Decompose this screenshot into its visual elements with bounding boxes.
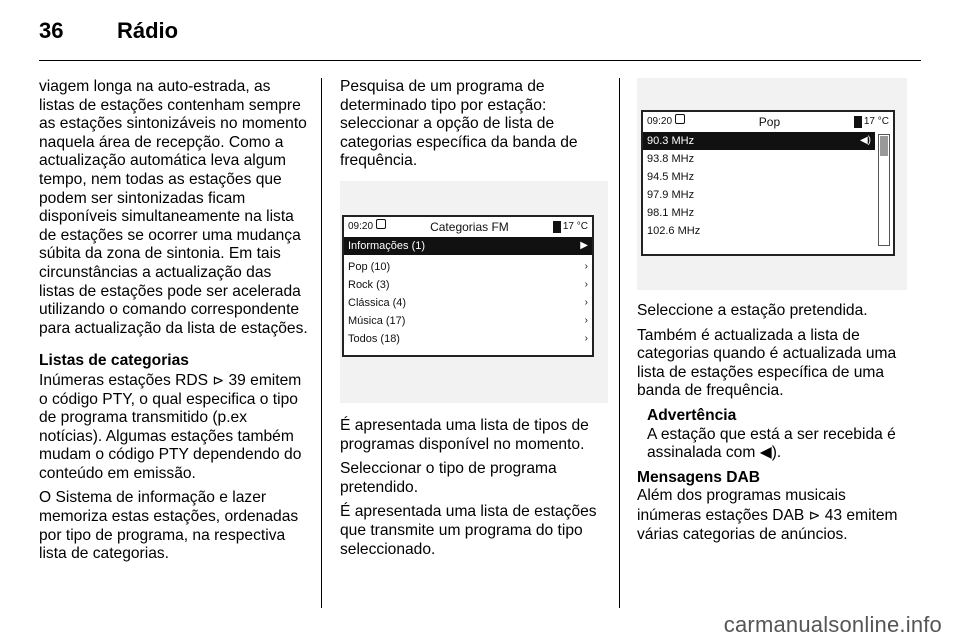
fuel-icon [553,221,561,233]
page-number: 36 [39,18,64,43]
list-item[interactable]: 94.5 MHz [647,170,695,183]
screen-status-bar: 09:20 Pop 17 °C [643,112,893,132]
list-item[interactable]: Pop (10) › [344,258,592,276]
paragraph-station-lists: viagem longa na auto-estrada, as listas de estações contenham sempre as estações sintonizáveis no momento naquela área de recepção. Como a actualização automática leva algum tempo, nem todas as estações que podem ser sintonizadas ficam disponíveis simultaneamente na lista de estações se ocorrer uma mudança súbita da zona de sintonia. Em tais circunstâncias a actualização das listas de estações pode ser acelerada utilizando o comando correspondente para actualização da lista de estações. [39,78,308,337]
note-heading: Advertência [647,406,737,424]
chevron-right-icon: ▶ [580,239,588,251]
list-item[interactable]: Rock (3) › [344,276,592,294]
chevron-right-icon: › [584,278,588,290]
chevron-right-icon: › [584,314,588,326]
list-item[interactable]: 97.9 MHz [647,188,695,201]
screen-status-bar: 09:20 Categorias FM 17 °C [344,217,592,237]
page-ref-link[interactable]: 39 [228,371,246,389]
page-header [39,18,178,48]
column-divider-1 [321,78,322,608]
display-screen [641,110,895,256]
screen-title: Pop [758,114,781,129]
list-item[interactable]: Todos (18) › [344,330,592,348]
list-item[interactable]: 98.1 MHz [647,206,695,219]
fuel-icon [854,116,862,128]
page-ref-arrow-icon: ⊳ [212,371,225,388]
list-item[interactable]: Música (17) › [344,312,592,330]
page-ref-link[interactable]: 43 [824,506,843,524]
list-item[interactable]: Informações (1) ▶ [344,237,592,255]
screenshot-categories-fm [340,181,608,403]
column-2 [340,78,608,565]
paragraph-update-list: Também é actualizada a lista de categorias quando é actualizada uma lista de estações específica de uma banda de frequência. [637,326,897,400]
paragraph-rds: Inúmeras estações RDS ⊳ 39 emitem o código PTY, o qual especifica o tipo de programa transmitido (p.ex notícias). Algumas estações também mudam o código PTY dependendo do conteúdo em emissão. [39,371,302,482]
paragraph-select-station: Seleccione a estação pretendida. [637,302,868,319]
paragraph-types-list: É apresentada uma lista de tipos de programas disponível no momento. [340,416,589,453]
paragraph-infotainment: O Sistema de informação e lazer memoriza estas estações, ordenadas por tipo de programa, na respectiva lista de categorias. [39,489,299,563]
heading-category-lists: Listas de categorias [39,352,189,370]
screen-title: Categorias FM [430,219,509,234]
chevron-right-icon: › [584,332,588,344]
advisory-note: Advertência A estação que está a ser recebida é assinalada com ◀). [637,407,907,463]
speaker-icon: ◀) [759,444,777,462]
speaker-icon: ◀) [859,134,871,146]
column-3 [637,78,907,550]
rotation-icon [675,114,685,124]
chevron-right-icon: › [584,260,588,272]
note-text: A estação que está a ser recebida é assinalada com [647,425,896,462]
scrollbar[interactable] [878,134,890,246]
rotation-icon [376,219,386,229]
list-item[interactable]: 90.3 MHz ◀) [643,132,875,150]
page-ref-arrow-icon: ⊳ [808,506,821,523]
column-divider-2 [619,78,620,608]
watermark: carmanualsonline.info [723,612,942,637]
paragraph-select-type: Seleccionar o tipo de programa pretendido. [340,460,557,496]
display-screen [342,215,594,357]
screenshot-pop-stations [637,78,907,290]
list-item[interactable]: 93.8 MHz [647,152,695,165]
heading-dab-messages: Mensagens DAB [637,468,761,486]
paragraph-stations-list: É apresentada uma lista de estações que transmite um programa do tipo seleccionado. [340,503,597,558]
column-1 [39,78,309,570]
scrollbar-thumb[interactable] [880,136,888,156]
list-item[interactable]: Clássica (4) › [344,294,592,312]
paragraph-dab: Além dos programas musicais inúmeras estações DAB ⊳ 43 emitem várias categorias de anúncios. [637,487,898,543]
header-divider [39,60,921,61]
list-item[interactable]: 102.6 MHz [647,224,701,237]
chevron-right-icon: › [584,296,588,308]
chapter-title: Rádio [117,18,179,43]
paragraph-search-program: Pesquisa de um programa de determinado tipo por estação: seleccionar a opção de lista de categorias específica da banda de frequência. [340,78,578,170]
